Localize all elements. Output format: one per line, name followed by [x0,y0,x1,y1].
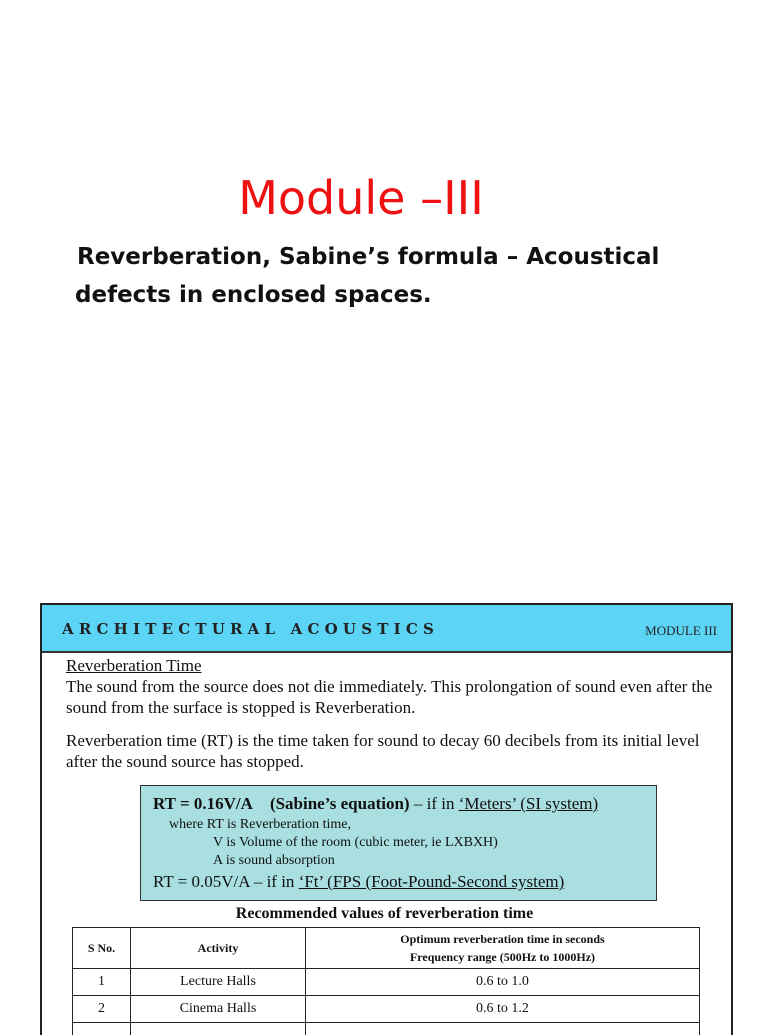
reverberation-table [72,927,700,1035]
subtitle-line-1: Reverberation, Sabine’s formula – Acoustical [77,244,659,270]
sabine-name: (Sabine’s equation) [270,794,410,813]
where-a: A is sound absorption [213,853,335,869]
formula-box [140,785,657,901]
document-header-module: MODULE III [645,623,717,639]
cell-sno: 2 [73,996,131,1023]
fps-equation [153,872,564,892]
cell-activity: Lecture Halls [131,969,306,996]
document-body [66,655,716,784]
paragraph-definition: The sound from the source does not die immediately. This prolongation of sound even after the sound from the surface is stopped is Reverberation. [66,676,716,718]
sabine-equation [153,794,598,814]
where-v: V is Volume of the room (cubic meter, ie LXBXH) [213,835,498,851]
table-row [73,996,700,1023]
section-heading: Reverberation Time [66,655,716,676]
slide-title: Module –III [0,170,722,226]
paragraph-rt-definition: Reverberation time (RT) is the time taken for sound to decay 60 decibels from its initial level after the sound source has stopped. [66,730,716,772]
document-header [42,605,731,653]
si-condition-prefix: – if in [410,794,459,813]
table-row [73,1023,700,1035]
sabine-formula: RT = 0.16V/A [153,794,253,813]
header-optimum-line2: Frequency range (500Hz to 1000Hz) [410,950,595,964]
cell-activity: Cinema Halls [131,996,306,1023]
fps-condition: ‘Ft’ (FPS (Foot-Pound-Second system) [299,872,565,891]
cell-sno: 1 [73,969,131,996]
document-header-title: ARCHITECTURAL ACOUSTICS [62,620,439,638]
cell-value: 0.6 to 1.2 [306,996,700,1023]
cell-sno [73,1023,131,1035]
cell-activity [131,1023,306,1035]
subtitle-line-2: defects in enclosed spaces. [75,276,717,314]
table-row [73,969,700,996]
table-header-row [73,928,700,969]
table-title: Recommended values of reverberation time [42,905,727,923]
slide-subtitle [77,238,717,314]
header-optimum-line1: Optimum reverberation time in seconds [400,932,604,946]
header-optimum [306,928,700,969]
header-sno: S No. [73,928,131,969]
document-excerpt [40,603,733,1035]
cell-value: 0.6 to 1.0 [306,969,700,996]
fps-formula: RT = 0.05V/A – if in [153,872,299,891]
where-rt: where RT is Reverberation time, [169,817,351,833]
si-condition: ‘Meters’ (SI system) [459,794,598,813]
cell-value [306,1023,700,1035]
header-activity: Activity [131,928,306,969]
